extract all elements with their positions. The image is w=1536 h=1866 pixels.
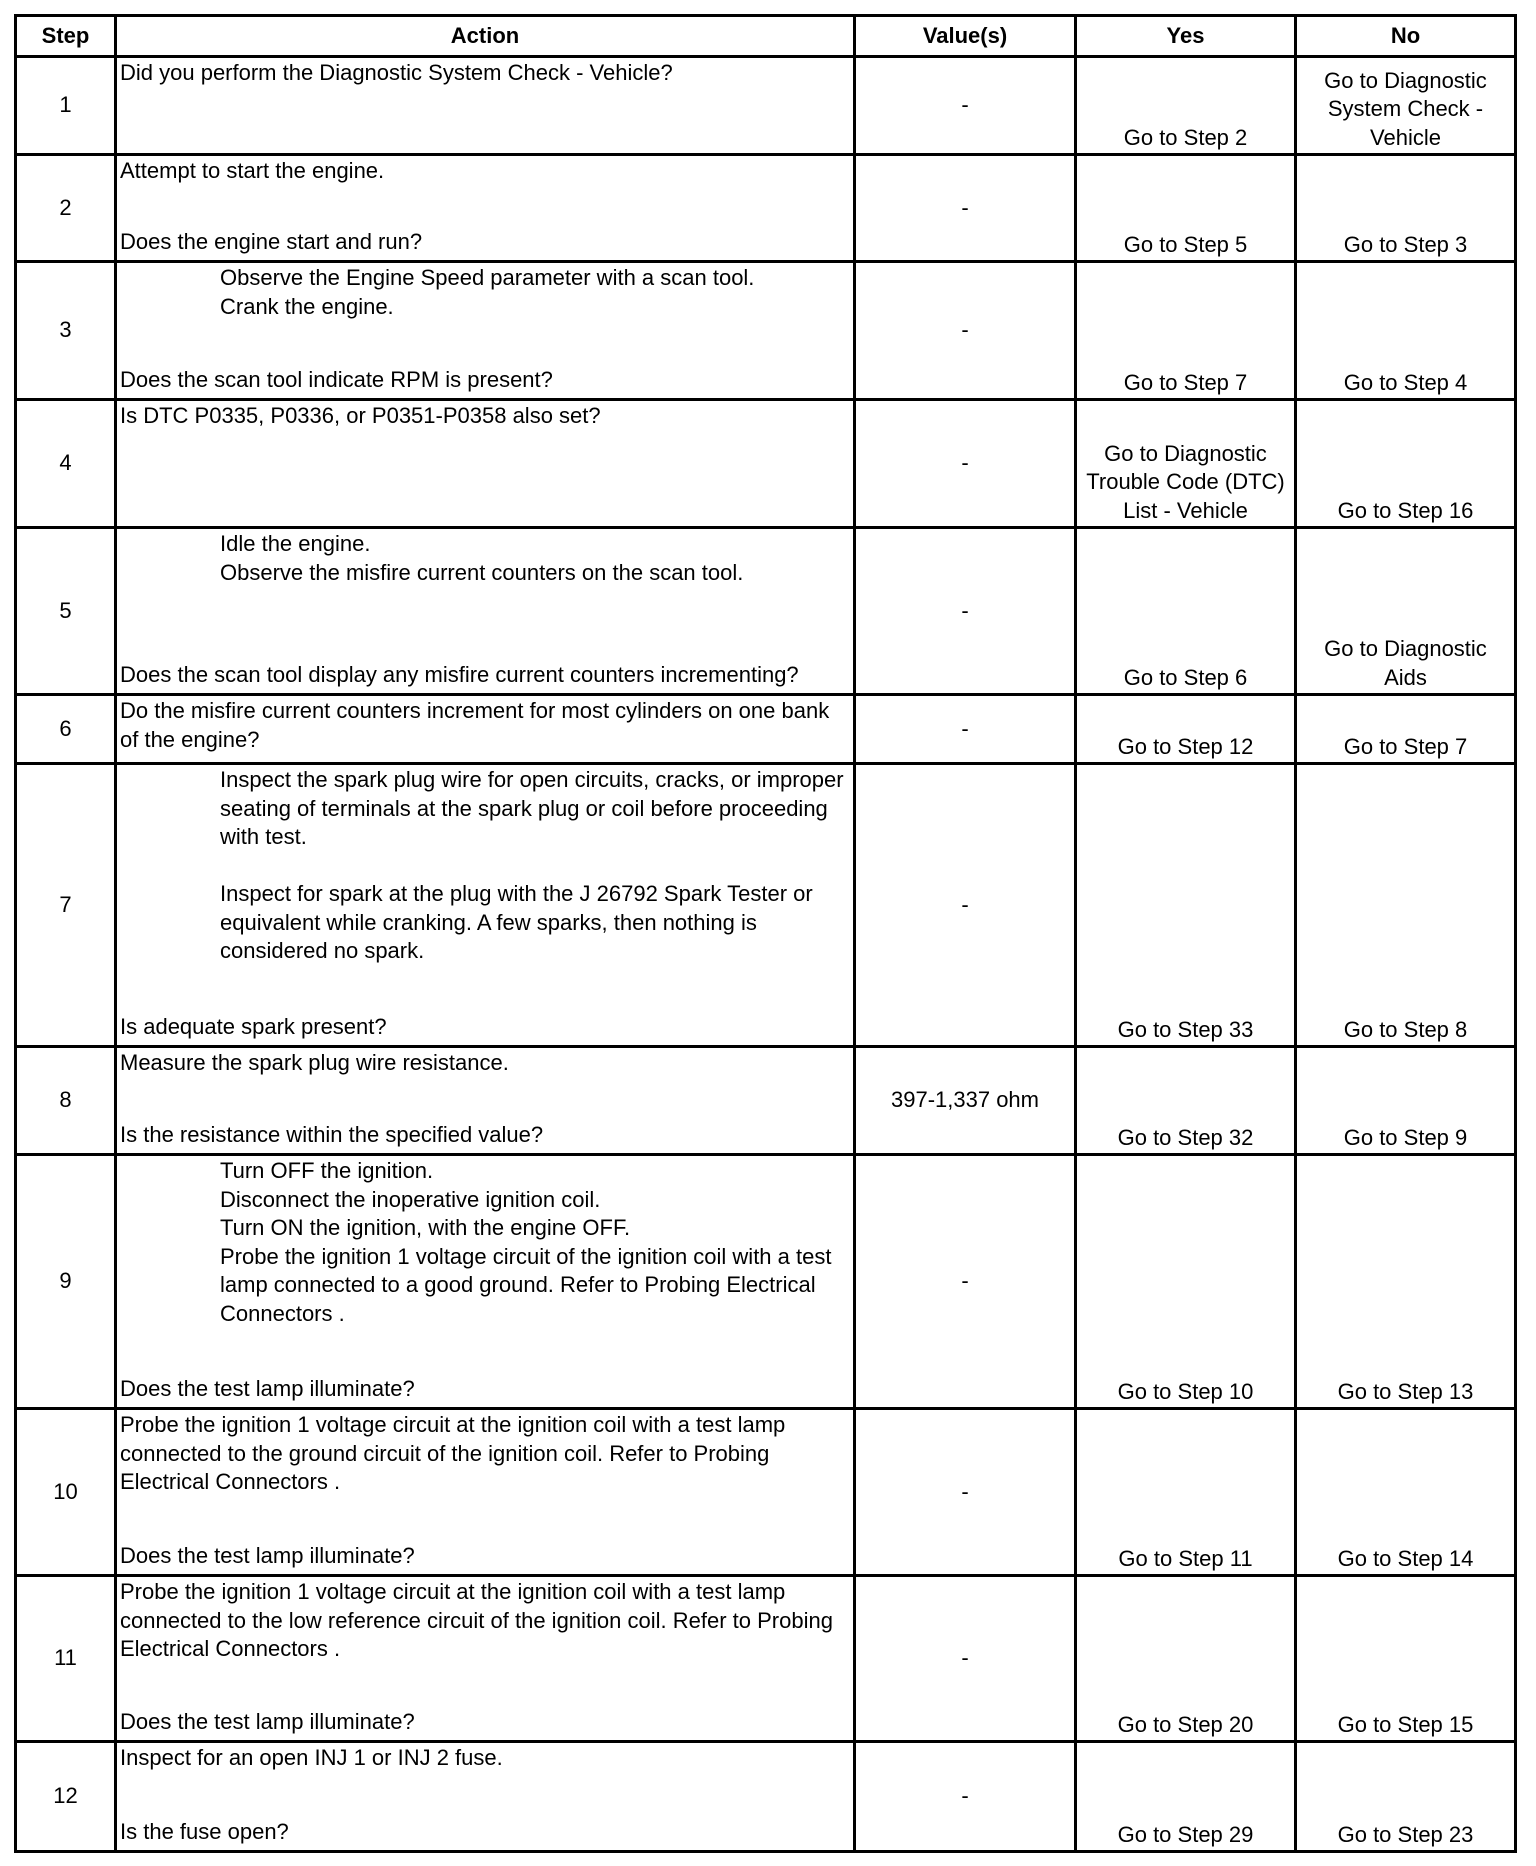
table-row [16, 57, 1516, 155]
action-text: Do the misfire current counters increment for most cylinders on one bank of the engine? [120, 698, 830, 752]
no-result: Go to Diagnostic System Check - Vehicle [1296, 57, 1516, 155]
instruction-line: Inspect the spark plug wire for open circuits, cracks, or improper seating of terminals at the spark plug or coil before proceeding with test. [220, 767, 844, 849]
no-result: Go to Step 13 [1296, 1155, 1516, 1409]
action-text: Measure the spark plug wire resistance. [120, 1050, 509, 1075]
action-cell [116, 1409, 855, 1576]
action-content [120, 1157, 850, 1403]
yes-result: Go to Step 12 [1076, 695, 1296, 764]
instruction-line: Probe the ignition 1 voltage circuit of the ignition coil with a test lamp connected to a good ground. Refer to Probing Electrical Connectors . [220, 1243, 832, 1326]
step-number: 8 [16, 1047, 116, 1155]
table-row [16, 400, 1516, 528]
diagnostic-table [14, 14, 1517, 1853]
action-instructions [120, 1578, 850, 1664]
action-question: Does the scan tool display any misfire current counters incrementing? [120, 661, 799, 687]
value-cell: - [855, 1409, 1076, 1576]
action-question: Is the fuse open? [120, 1818, 289, 1844]
action-instructions [120, 697, 850, 754]
action-instructions [120, 1744, 850, 1773]
action-instructions [120, 157, 850, 186]
value-cell: - [855, 57, 1076, 155]
instruction-line: Observe the Engine Speed parameter with a scan tool. [220, 265, 755, 290]
action-question: Is the resistance within the specified value? [120, 1121, 544, 1147]
value-cell: 397-1,337 ohm [855, 1047, 1076, 1155]
action-content [120, 402, 850, 522]
action-text: Is DTC P0335, P0336, or P0351-P0358 also set? [120, 403, 601, 428]
step-number: 7 [16, 764, 116, 1047]
action-cell [116, 695, 855, 764]
instruction-line: Observe the misfire current counters on the scan tool. [220, 559, 744, 585]
step-number: 3 [16, 262, 116, 400]
action-cell [116, 1047, 855, 1155]
value-cell: - [855, 1742, 1076, 1852]
instruction-line: Crank the engine. [220, 293, 394, 319]
value-cell: - [855, 1155, 1076, 1409]
action-cell [116, 57, 855, 155]
no-result: Go to Step 23 [1296, 1742, 1516, 1852]
table-row [16, 1155, 1516, 1409]
table-body [16, 57, 1516, 1852]
action-question: Does the test lamp illuminate? [120, 1708, 415, 1734]
action-cell [116, 764, 855, 1047]
value-cell: - [855, 262, 1076, 400]
action-cell [116, 1576, 855, 1742]
paragraph-gap [120, 852, 850, 881]
no-result: Go to Step 8 [1296, 764, 1516, 1047]
instruction-line: Disconnect the inoperative ignition coil. [220, 1186, 601, 1212]
instruction-line: Turn ON the ignition, with the engine OFF. [220, 1215, 631, 1240]
value-cell: - [855, 764, 1076, 1047]
no-result: Go to Diagnostic Aids [1296, 528, 1516, 695]
table-row [16, 764, 1516, 1047]
action-content [120, 766, 850, 1041]
value-cell: - [855, 1576, 1076, 1742]
action-cell [116, 400, 855, 528]
header-action: Action [116, 16, 855, 57]
action-text: Did you perform the Diagnostic System Check - Vehicle? [120, 60, 673, 85]
action-instructions [120, 1049, 850, 1078]
table-row [16, 528, 1516, 695]
action-content [120, 697, 850, 758]
action-content [120, 1578, 850, 1736]
action-content [120, 264, 850, 394]
yes-result: Go to Step 33 [1076, 764, 1296, 1047]
yes-result: Go to Diagnostic Trouble Code (DTC) List - Vehicle [1076, 400, 1296, 528]
header-values: Value(s) [855, 16, 1076, 57]
action-content [120, 1411, 850, 1570]
no-result: Go to Step 16 [1296, 400, 1516, 528]
no-result: Go to Step 14 [1296, 1409, 1516, 1576]
step-number: 9 [16, 1155, 116, 1409]
action-cell [116, 528, 855, 695]
yes-result: Go to Step 29 [1076, 1742, 1296, 1852]
table-row [16, 155, 1516, 262]
table-row [16, 1576, 1516, 1742]
action-content [120, 157, 850, 256]
action-question: Does the engine start and run? [120, 228, 423, 254]
step-number: 1 [16, 57, 116, 155]
step-number: 12 [16, 1742, 116, 1852]
header-yes: Yes [1076, 16, 1296, 57]
yes-result: Go to Step 10 [1076, 1155, 1296, 1409]
action-instructions [120, 264, 850, 321]
no-result: Go to Step 9 [1296, 1047, 1516, 1155]
step-number: 11 [16, 1576, 116, 1742]
step-number: 2 [16, 155, 116, 262]
action-content [120, 1049, 850, 1149]
action-question: Does the test lamp illuminate? [120, 1375, 415, 1401]
no-result: Go to Step 15 [1296, 1576, 1516, 1742]
action-instructions [120, 59, 850, 88]
yes-result: Go to Step 5 [1076, 155, 1296, 262]
action-instructions [120, 766, 850, 966]
yes-result: Go to Step 32 [1076, 1047, 1296, 1155]
step-number: 4 [16, 400, 116, 528]
table-row [16, 1742, 1516, 1852]
yes-result: Go to Step 6 [1076, 528, 1296, 695]
no-result: Go to Step 7 [1296, 695, 1516, 764]
action-cell [116, 155, 855, 262]
table-row [16, 262, 1516, 400]
step-number: 6 [16, 695, 116, 764]
action-instructions [120, 530, 850, 587]
action-question: Does the test lamp illuminate? [120, 1542, 415, 1568]
yes-result: Go to Step 7 [1076, 262, 1296, 400]
action-instructions [120, 1157, 850, 1328]
action-instructions [120, 402, 850, 431]
header-row [16, 16, 1516, 57]
action-content [120, 1744, 850, 1846]
no-result: Go to Step 3 [1296, 155, 1516, 262]
yes-result: Go to Step 2 [1076, 57, 1296, 155]
action-question: Is adequate spark present? [120, 1013, 387, 1039]
action-content [120, 530, 850, 689]
action-question: Does the scan tool indicate RPM is present? [120, 366, 553, 392]
table-row [16, 695, 1516, 764]
value-cell: - [855, 528, 1076, 695]
header-step: Step [16, 16, 116, 57]
step-number: 10 [16, 1409, 116, 1576]
action-cell [116, 1742, 855, 1852]
yes-result: Go to Step 11 [1076, 1409, 1296, 1576]
action-text: Probe the ignition 1 voltage circuit at the ignition coil with a test lamp connected to the ground circuit of the ignition coil. Refer to Probing Electrical Connectors . [120, 1412, 786, 1494]
instruction-line: Idle the engine. [220, 531, 371, 556]
action-instructions [120, 1411, 850, 1497]
header-no: No [1296, 16, 1516, 57]
action-content [120, 59, 850, 149]
table-row [16, 1409, 1516, 1576]
instruction-line: Turn OFF the ignition. [220, 1158, 434, 1183]
instruction-line: Inspect for spark at the plug with the J 26792 Spark Tester or equivalent while cranking. A few sparks, then nothing is considered no spark. [220, 881, 813, 963]
step-number: 5 [16, 528, 116, 695]
value-cell: - [855, 400, 1076, 528]
value-cell: - [855, 155, 1076, 262]
action-text: Probe the ignition 1 voltage circuit at the ignition coil with a test lamp connected to the low reference circuit of the ignition coil. Refer to Probing Electrical Connectors . [120, 1579, 833, 1661]
value-cell: - [855, 695, 1076, 764]
table-row [16, 1047, 1516, 1155]
action-text: Attempt to start the engine. [120, 158, 385, 183]
action-cell [116, 262, 855, 400]
yes-result: Go to Step 20 [1076, 1576, 1296, 1742]
action-cell [116, 1155, 855, 1409]
no-result: Go to Step 4 [1296, 262, 1516, 400]
action-text: Inspect for an open INJ 1 or INJ 2 fuse. [120, 1745, 503, 1770]
